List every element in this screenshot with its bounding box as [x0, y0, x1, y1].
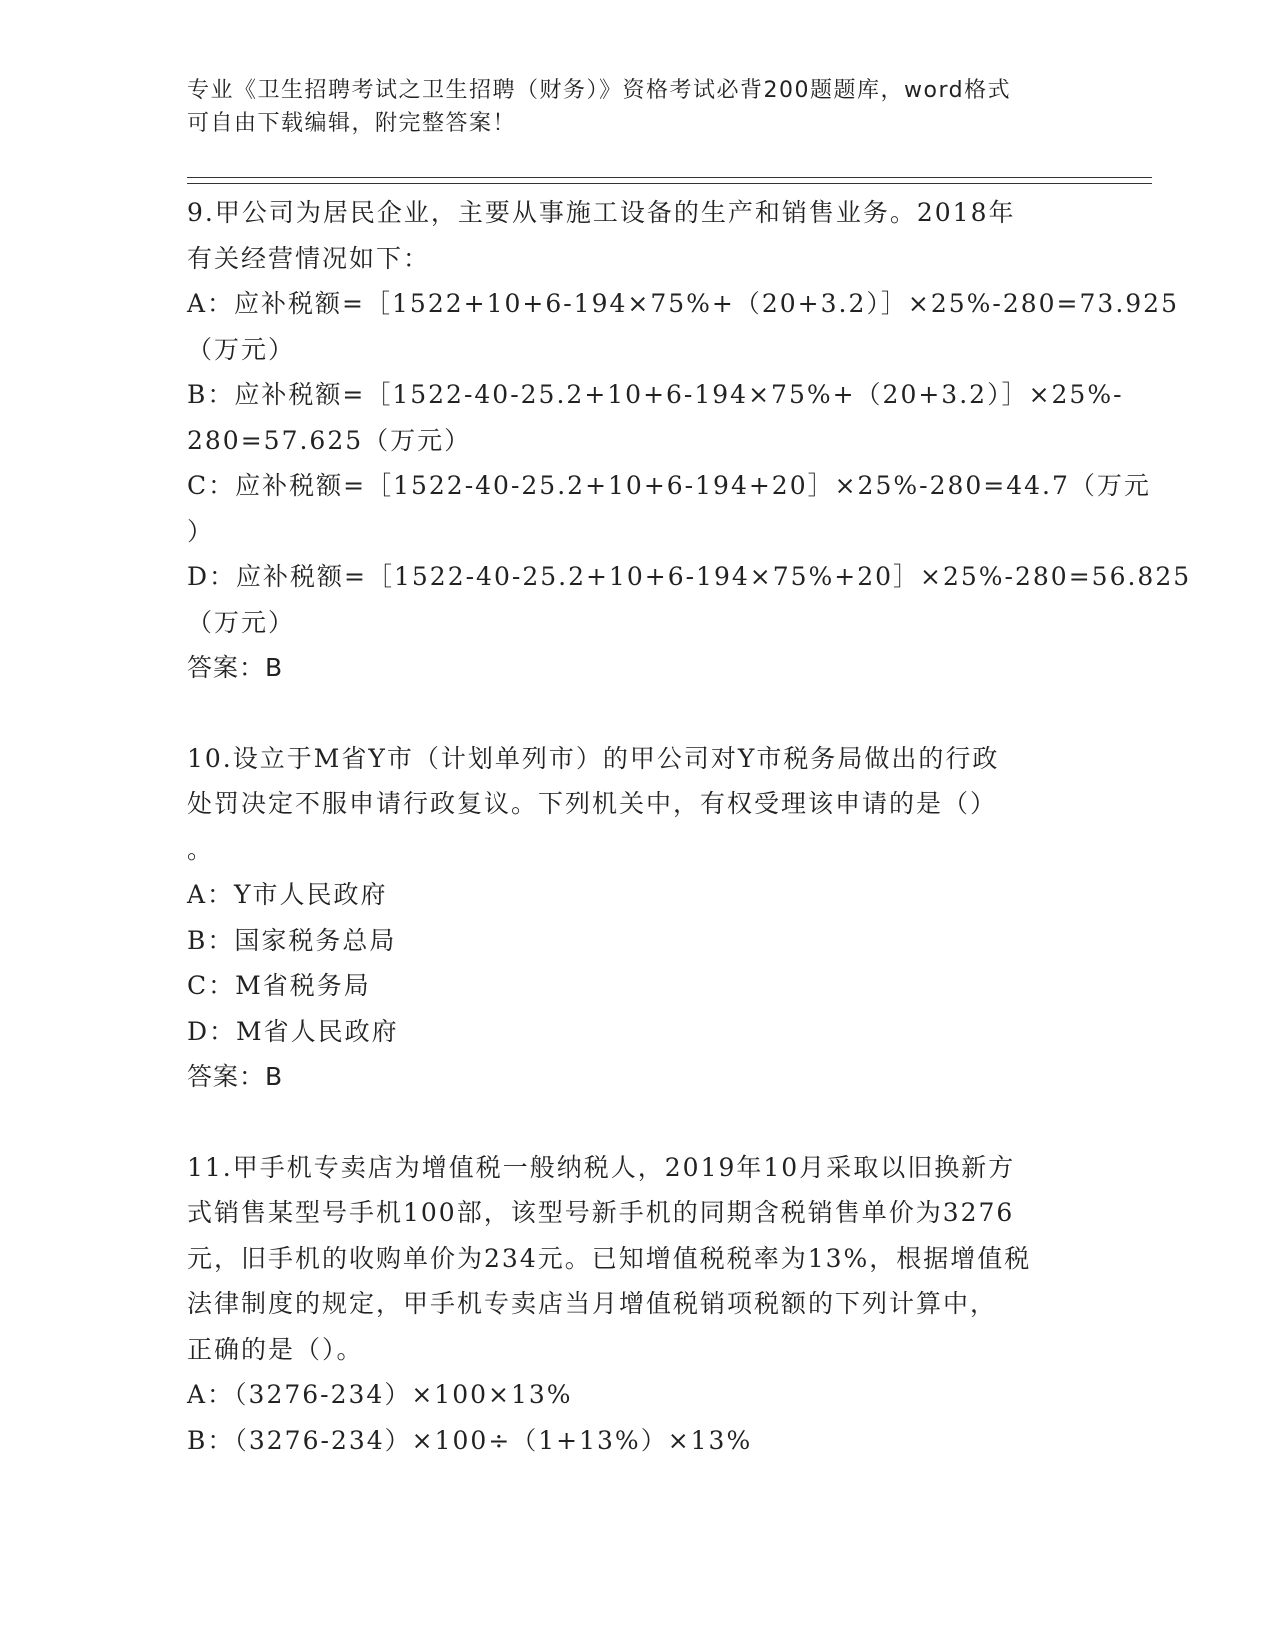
question-line: 。: [187, 834, 215, 864]
header-line: 专业《卫生招聘考试之卫生招聘（财务）》资格考试必背200题题库，word格式: [187, 78, 1012, 103]
option-c: C：应补税额=［1522-40-25.2+10+6-194+20］×25%-280=44.7（万元: [187, 471, 1151, 500]
question-line: 有关经营情况如下：: [187, 243, 431, 273]
option-a-cont: （万元）: [187, 334, 296, 364]
option-c-cont: ）: [187, 516, 215, 546]
question-line: 处罚决定不服申请行政复议。下列机关中，有权受理该申请的是（）: [187, 789, 998, 818]
document-body: [187, 190, 1192, 1463]
header-divider: [187, 183, 1152, 184]
option-d: D：应补税额=［1522-40-25.2+10+6-194×75%+20］×25%-280=56.825: [187, 562, 1192, 591]
option-b: B：国家税务总局: [187, 925, 397, 955]
question-11: [187, 1145, 1087, 1464]
question-line: 正确的是（）。: [187, 1334, 364, 1364]
question-line: 法律制度的规定，甲手机专卖店当月增值税销项税额的下列计算中，: [187, 1289, 998, 1318]
option-b-cont: 280=57.625（万元）: [187, 425, 472, 455]
option-a: A：Y市人民政府: [187, 880, 388, 909]
answer: 答案：B: [187, 653, 284, 682]
option-c: C：M省税务局: [187, 971, 371, 1000]
header-divider: [187, 177, 1152, 178]
question-line: 式销售某型号手机100部，该型号新手机的同期含税销售单价为3276: [187, 1198, 1015, 1227]
spacer: [187, 691, 1087, 736]
option-b: B：（3276-234）×100÷（1+13%）×13%: [187, 1425, 753, 1455]
option-b: B：应补税额=［1522-40-25.2+10+6-194×75%+（20+3.2）］×25%-: [187, 380, 1124, 409]
question-10: [187, 736, 1087, 1100]
question-line: 11.甲手机专卖店为增值税一般纳税人，2019年10月采取以旧换新方: [187, 1152, 1016, 1182]
option-d-cont: （万元）: [187, 607, 296, 637]
question-line: 9.甲公司为居民企业，主要从事施工设备的生产和销售业务。2018年: [187, 198, 1016, 227]
option-d: D：M省人民政府: [187, 1016, 399, 1046]
option-a: A：（3276-234）×100×13%: [187, 1380, 573, 1409]
document-header: [187, 74, 1067, 140]
spacer: [187, 1100, 1087, 1145]
answer: 答案：B: [187, 1062, 284, 1091]
question-9: [187, 190, 1192, 691]
question-line: 元，旧手机的收购单价为234元。已知增值税税率为13%，根据增值税: [187, 1243, 1032, 1273]
question-line: 10.设立于M省Y市（计划单列市）的甲公司对Y市税务局做出的行政: [187, 743, 1000, 773]
header-line: 可自由下载编辑，附完整答案！: [187, 111, 517, 136]
option-a: A：应补税额=［1522+10+6-194×75%+（20+3.2）］×25%-280=73.925: [187, 289, 1179, 318]
